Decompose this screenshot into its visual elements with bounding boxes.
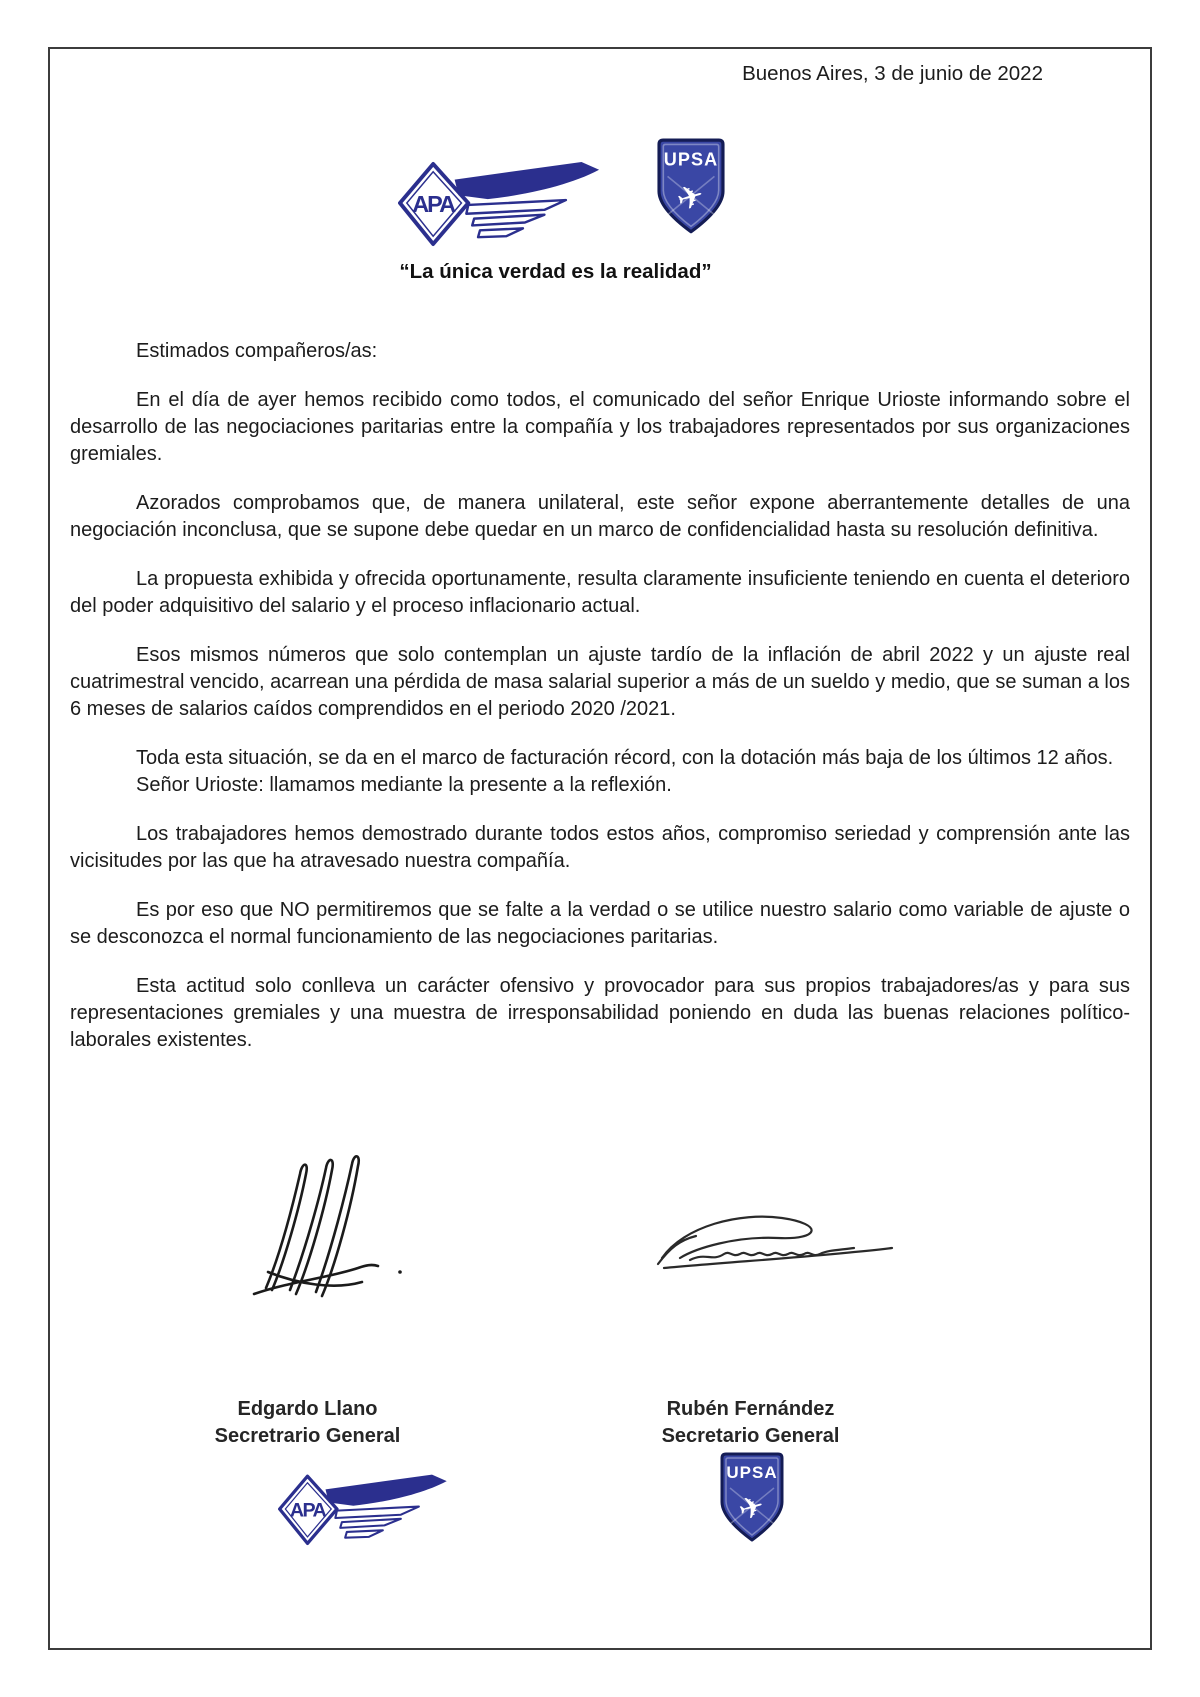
paragraph: Azorados comprobamos que, de manera unilateral, este señor expone aberrantemente detalles de una negociación inconclusa, que se supone debe quedar en un marco de confidencialidad hasta su resolución definitiva. — [70, 492, 1130, 541]
signatory-title: Secretrario General — [214, 1425, 401, 1447]
signatory-left — [185, 1396, 430, 1450]
apa-wing-icon — [398, 158, 603, 248]
motto: “La única verdad es la realidad” — [399, 260, 712, 283]
apa-wing-logo — [398, 158, 603, 248]
date-line: Buenos Aires, 3 de junio de 2022 — [742, 62, 1043, 85]
paragraph: Los trabajadores hemos demostrado durante todos estos años, compromiso seriedad y comprensión ante las vicisitudes por las que ha atravesado nuestra compañía. — [70, 823, 1130, 872]
paragraph: Esta actitud solo conlleva un carácter ofensivo y provocador para sus propios trabajadores/as y para sus representaciones gremiales y una muestra de irresponsabilidad poniendo en duda las buenas relaciones político-laborales existentes. — [70, 975, 1130, 1051]
paragraph: Es por eso que NO permitiremos que se falte a la verdad o se utilice nuestro salario como variable de ajuste o se desconozca el normal funcionamiento de las negociaciones paritarias. — [70, 899, 1130, 948]
signatory-right — [628, 1396, 873, 1450]
apa-logo-text: APA — [412, 190, 455, 217]
letter-body — [70, 338, 1130, 1054]
plane-icon: ✈ — [734, 1488, 769, 1529]
upsa-logo-text: UPSA — [726, 1463, 778, 1482]
apa-wing-logo-bottom — [278, 1470, 450, 1548]
upsa-logo-text: UPSA — [663, 149, 719, 170]
signatory-name: Edgardo Llano — [237, 1398, 378, 1420]
apa-wing-icon — [278, 1470, 450, 1548]
upsa-shield-logo — [652, 138, 730, 236]
apa-logo-text: APA — [289, 1499, 326, 1522]
upsa-shield-icon — [716, 1452, 788, 1544]
paragraph: Señor Urioste: llamamos mediante la presente a la reflexión. — [136, 774, 672, 796]
paragraph: Toda esta situación, se da en el marco de facturación récord, con la dotación más baja de los últimos 12 años. — [136, 747, 1114, 769]
signatory-name: Rubén Fernández — [666, 1398, 835, 1420]
edgardo-llano-signature-icon — [232, 1150, 430, 1298]
upsa-shield-icon — [652, 138, 730, 236]
plane-icon: ✈ — [672, 175, 709, 220]
paragraph-list — [70, 387, 1130, 1054]
paragraph: Esos mismos números que solo contemplan un ajuste tardío de la inflación de abril 2022 y un ajuste real cuatrimestral vencido, acarrean una pérdida de masa salarial superior a más de un sueldo y medio, que se suman a los 6 meses de salarios caídos comprendidos en el periodo 2020 /2021. — [70, 644, 1130, 720]
signatory-title: Secretario General — [661, 1425, 840, 1447]
ruben-fernandez-signature-icon — [648, 1206, 906, 1284]
paragraph: La propuesta exhibida y ofrecida oportunamente, resulta claramente insuficiente teniendo en cuenta el deterioro del poder adquisitivo del salario y el proceso inflacionario actual. — [70, 568, 1130, 617]
salutation: Estimados compañeros/as: — [136, 340, 378, 362]
upsa-shield-logo-bottom — [716, 1452, 788, 1544]
paragraph: En el día de ayer hemos recibido como todos, el comunicado del señor Enrique Urioste informando sobre el desarrollo de las negociaciones paritarias entre la compañía y los trabajadores representados por sus organizaciones gremiales. — [70, 389, 1130, 465]
